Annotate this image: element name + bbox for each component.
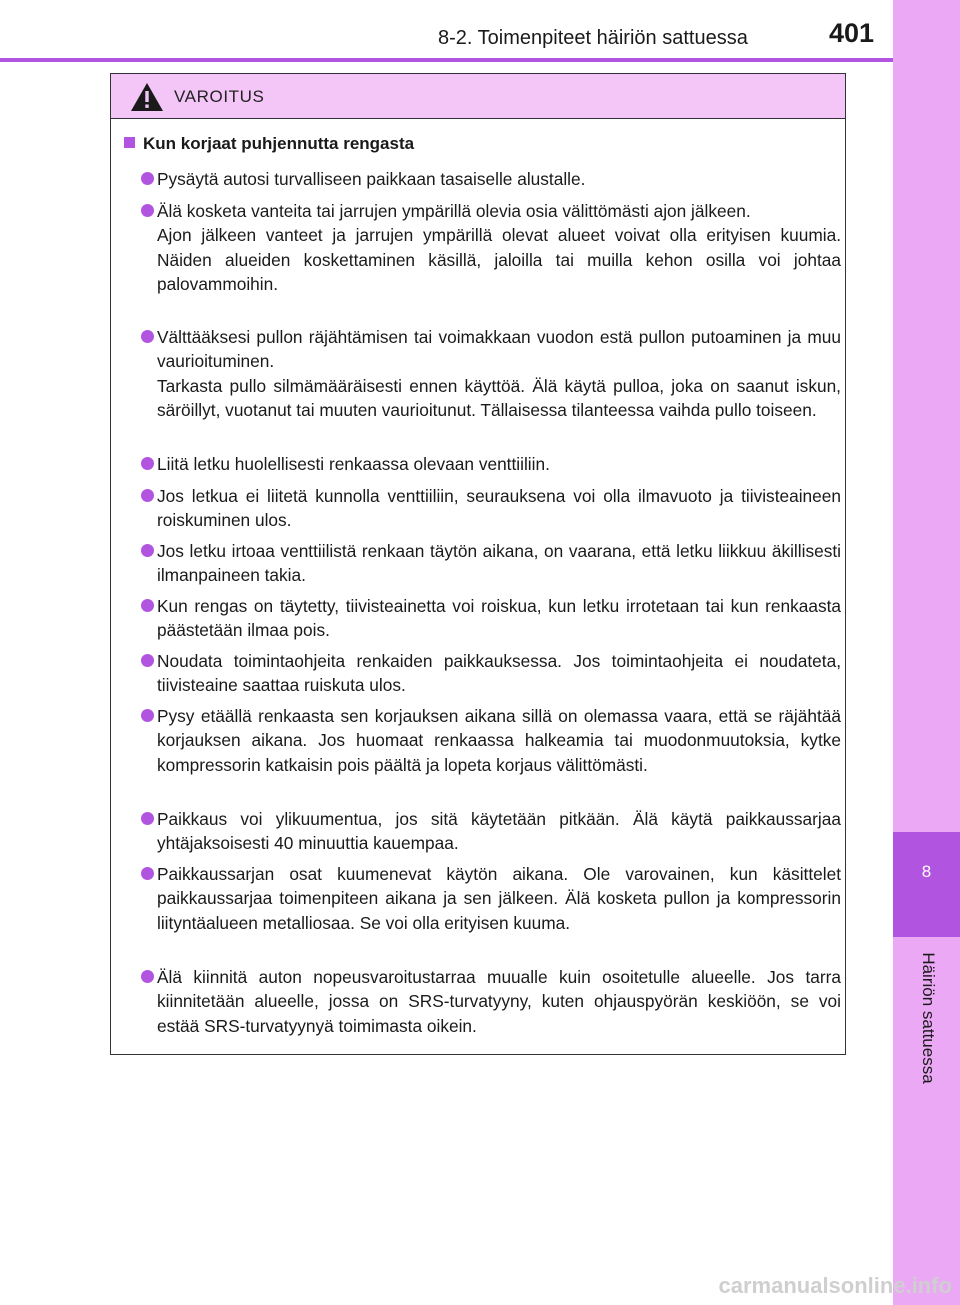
- item-text: Jos letkua ei liitetä kunnolla venttiiliin, seurauksena voi olla ilmavuoto ja tiivisteaineen roiskuminen ulos.: [157, 486, 841, 531]
- page-number: 401: [829, 18, 875, 48]
- item-text: Kun rengas on täytetty, tiivisteainetta voi roiskua, kun letku irrotetaan tai kun renkaasta päästetään ilmaa pois.: [157, 596, 841, 641]
- list-item: [141, 539, 841, 588]
- chapter-label: Häiriön sattuessa: [919, 952, 938, 1084]
- chapter-tab: [893, 832, 960, 937]
- header-rule: [0, 58, 893, 62]
- list-item: [141, 452, 841, 476]
- item-text: Pysäytä autosi turvalliseen paikkaan tasaiselle alustalle.: [157, 169, 586, 189]
- bullet-icon: [141, 654, 154, 667]
- item-text: Pysy etäällä renkaasta sen korjauksen aikana sillä on olemassa vaara, että se räjähtää korjauksen aikana. Jos huomaat renkaassa halkeamia tai muodonmuutoksia, kytke kompressorin katkaisin pois päältä ja lopeta korjaus välittömästi.: [157, 706, 841, 775]
- list-item: [141, 649, 841, 698]
- section-title: 8-2. Toimenpiteet häiriön sattuessa: [438, 27, 748, 49]
- section-heading-text: Kun korjaat puhjennutta rengasta: [143, 134, 415, 153]
- warning-triangle-icon: [130, 82, 164, 112]
- list-item: [141, 594, 841, 643]
- bullet-icon: [141, 709, 154, 722]
- bullet-icon: [141, 599, 154, 612]
- warning-box: [110, 73, 846, 1055]
- bullet-icon: [141, 489, 154, 502]
- list-item: [141, 484, 841, 533]
- list-item: [141, 862, 841, 935]
- bullet-icon: [141, 457, 154, 470]
- item-text: Tarkasta pullo silmämääräisesti ennen käyttöä. Älä käytä pulloa, joka on saanut iskun, säröillyt, vuotanut tai muuten vaurioitunut. Tällaisessa tilanteessa vaihda pullo toiseen.: [157, 375, 841, 421]
- item-text: Paikkaus voi ylikuumentua, jos sitä käytetään pitkään. Älä käytä paikkaussarjaa yhtäjaksoisesti 40 minuuttia kauempaa.: [157, 809, 841, 854]
- item-text: Liitä letku huolellisesti renkaassa olevaan venttiiliin.: [157, 454, 550, 474]
- item-text: Paikkaussarjan osat kuumenevat käytön aikana. Ole varovainen, kun käsittelet paikkaussarjaa toimenpiteen aikana ja sen jälkeen. Älä kosketa pullon ja kompressorin liityntäalueen metalliosaa. Se voi olla erityisen kuuma.: [157, 864, 841, 933]
- watermark: carmanualsonline.info: [718, 1273, 952, 1298]
- chapter-number: 8: [921, 862, 932, 881]
- square-bullet-icon: [124, 137, 135, 148]
- item-text: Jos letku irtoaa venttiilistä renkaan täytön aikana, on vaarana, että letku liikkuu äkillisesti ilmanpaineen takia.: [157, 541, 841, 586]
- warning-header: [111, 74, 845, 119]
- bullet-icon: [141, 867, 154, 880]
- list-item: [141, 965, 841, 1038]
- bullet-icon: [141, 172, 154, 185]
- item-text: Älä kiinnitä auton nopeusvaroitustarraa muualle kuin osoitetulle alueelle. Jos tarra kiinnitetään alueelle, jossa on SRS-turvatyyny, kuten ohjauspyörän keskiöön, se voi estää SRS-turvatyynyä toimimasta oikein.: [157, 967, 841, 1036]
- list-item: [141, 167, 841, 191]
- warning-title: VAROITUS: [174, 87, 265, 106]
- bullet-icon: [141, 970, 154, 983]
- bullet-icon: [141, 812, 154, 825]
- side-strip: [893, 0, 960, 1305]
- list-item: [141, 807, 841, 856]
- section-heading: [124, 134, 414, 154]
- list-item: [141, 199, 841, 297]
- list-item: [141, 704, 841, 777]
- item-text: Välttääksesi pullon räjähtämisen tai voimakkaan vuodon estä pullon putoaminen ja muu vaurioituminen.: [157, 327, 841, 372]
- item-text: Noudata toimintaohjeita renkaiden paikkauksessa. Jos toimintaohjeita ei noudateta, tiivisteaine saattaa ruiskuta ulos.: [157, 651, 841, 696]
- item-text: Ajon jälkeen vanteet ja jarrujen ympärillä olevat alueet voivat olla erityisen kuumia. Näiden alueiden koskettaminen käsillä, jaloilla tai muilla kehon osilla voi johtaa palovammoihin.: [157, 225, 841, 295]
- bullet-icon: [141, 204, 154, 217]
- bullet-icon: [141, 544, 154, 557]
- item-text: Älä kosketa vanteita tai jarrujen ympärillä olevia osia välittömästi ajon jälkeen.: [157, 201, 751, 221]
- list-item: [141, 325, 841, 423]
- bullet-icon: [141, 330, 154, 343]
